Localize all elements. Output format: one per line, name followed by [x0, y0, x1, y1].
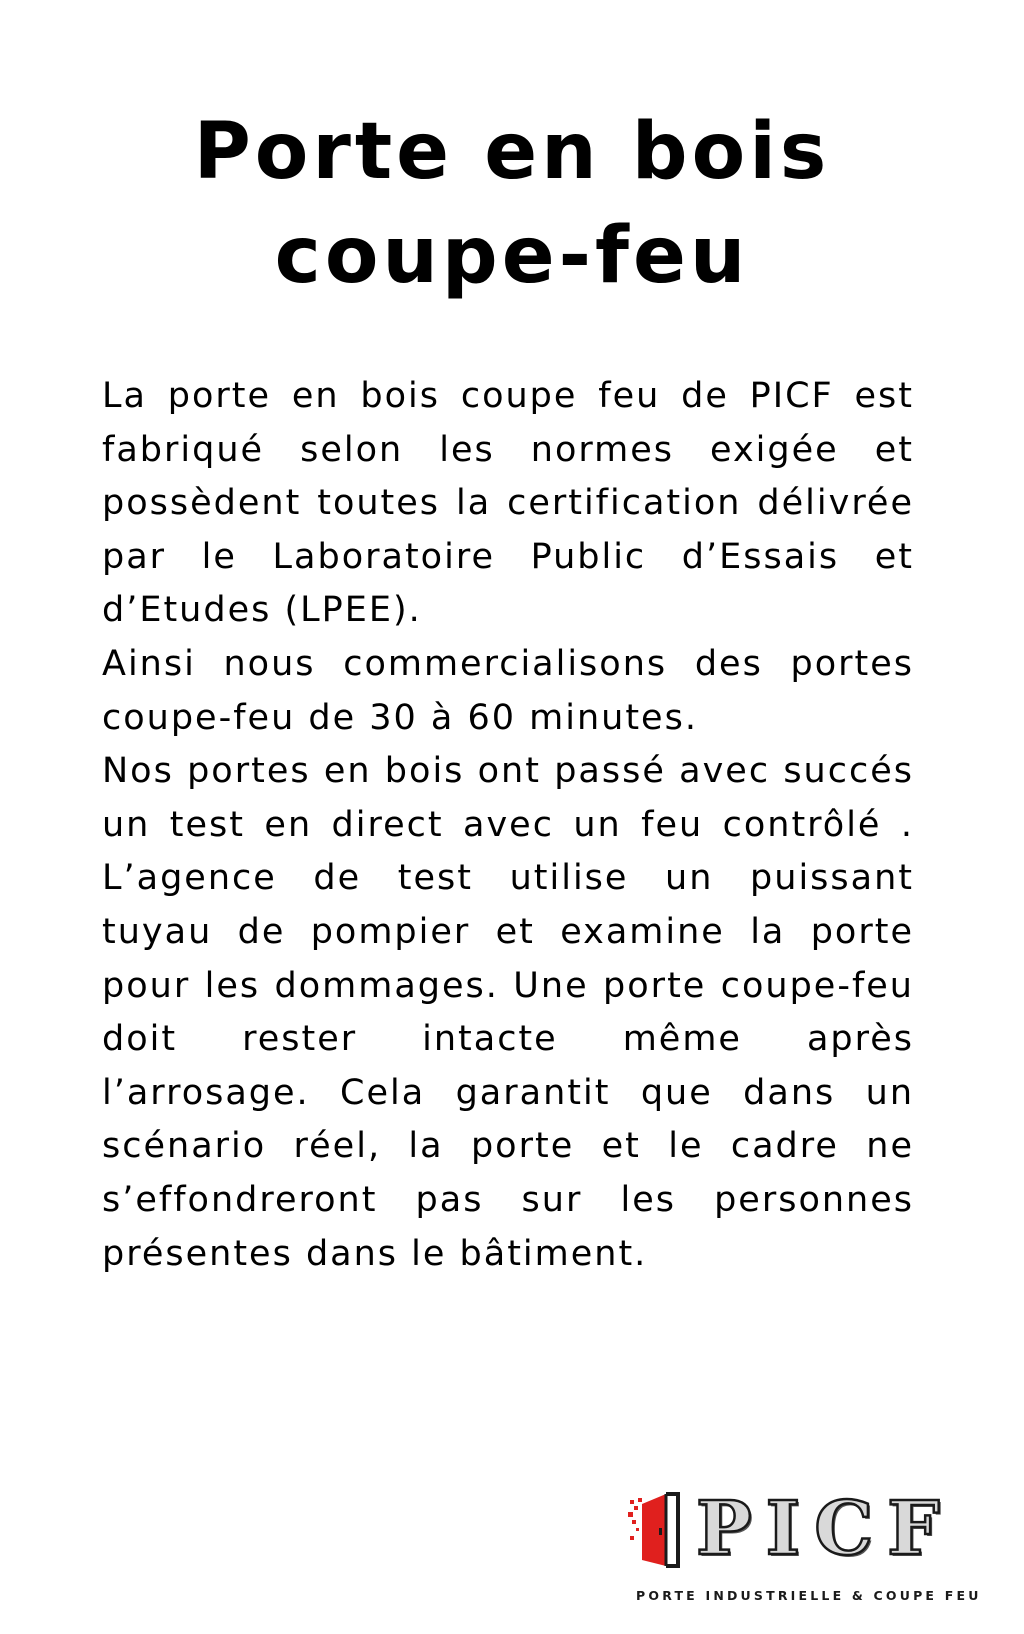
paragraph-certification: La porte en bois coupe feu de PICF est fabriqué selon les normes exigée et possèdent toutes la certification délivrée par le Laboratoire Public d’Essais et d’Etudes (LPEE). [102, 376, 914, 631]
logo-tagline: PORTE INDUSTRIELLE & COUPE FEU [636, 1588, 982, 1603]
picf-logo [628, 1486, 998, 1610]
door-icon [628, 1490, 690, 1570]
page-title [0, 100, 1024, 308]
paragraph-duration: Ainsi nous commercialisons des portes coupe-feu de 30 à 60 minutes. [102, 643, 914, 738]
page-title-line-2: coupe-feu [274, 211, 750, 301]
logo-wordmark: PICF [696, 1486, 954, 1572]
page-title-line-1: Porte en bois [193, 107, 831, 197]
body-text [102, 370, 914, 1281]
paragraph-fire-test: Nos portes en bois ont passé avec succés un test en direct avec un feu contrôlé . L’agence de test utilise un puissant tuyau de pompier et examine la porte pour les dommages. Une porte coupe-feu doit rester intacte même après l’arrosage. Cela garantit que dans un scénario réel, la porte et le cadre ne s’effondreront pas sur les personnes présentes dans le bâtiment. [102, 751, 914, 1274]
